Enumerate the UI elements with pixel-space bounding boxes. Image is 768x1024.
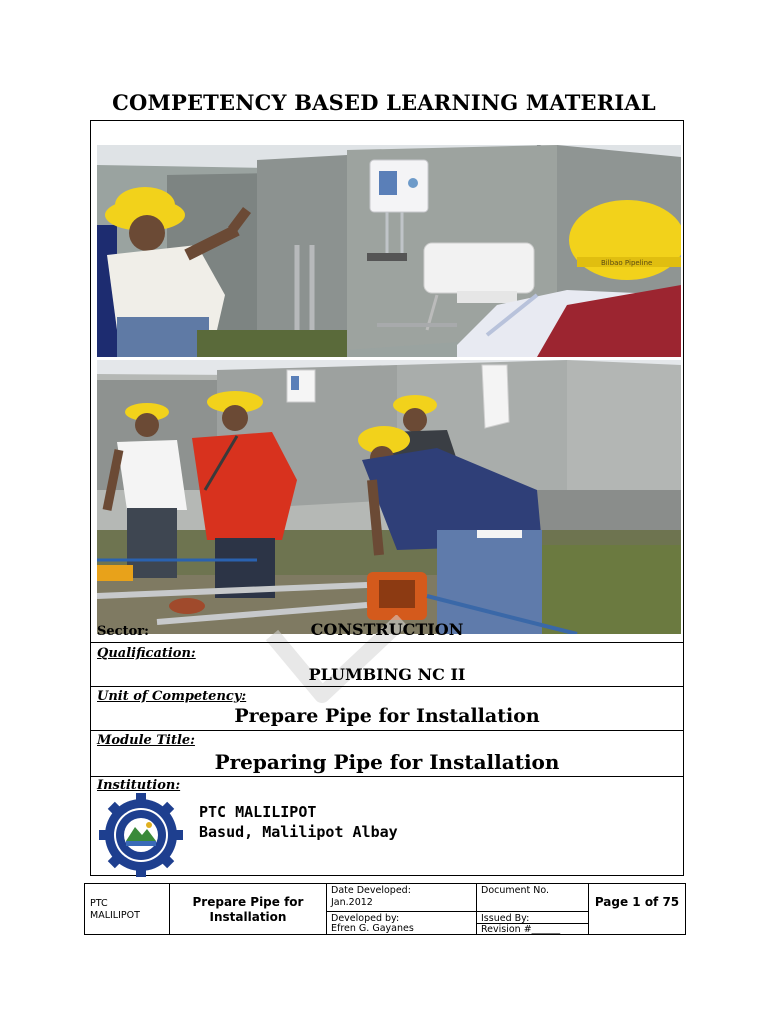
document-no-label: Document No. <box>481 885 550 896</box>
developed-by-label: Developed by: <box>331 913 400 924</box>
footer-title-line2: Installation <box>209 910 287 924</box>
footer-page-cell <box>589 884 685 934</box>
institution-logo <box>99 793 183 877</box>
revision-label: Revision #______ <box>481 924 561 935</box>
sector-label: Sector: <box>97 624 149 639</box>
qualification-value: PLUMBING NC II <box>308 665 466 684</box>
date-developed-value: Jan.2012 <box>331 897 373 908</box>
module-value: Preparing Pipe for Installation <box>214 750 560 774</box>
page-number: Page 1 of 75 <box>594 895 680 909</box>
sector-value: CONSTRUCTION <box>310 620 464 639</box>
footer-divider <box>477 911 588 912</box>
footer-org-cell <box>85 884 170 934</box>
institution-label: Institution: <box>97 778 181 793</box>
photo-trainees-pipe-threading <box>97 360 681 634</box>
footer-divider <box>327 911 476 912</box>
footer-title-cell <box>170 884 327 934</box>
footer-org-line2: MALILIPOT <box>90 910 140 921</box>
unit-label: Unit of Competency: <box>97 689 247 704</box>
institution-row <box>91 776 683 876</box>
module-label: Module Title: <box>97 733 195 748</box>
sector-row <box>91 616 683 642</box>
footer-title-line1: Prepare Pipe for <box>192 895 304 909</box>
unit-of-competency-row <box>91 686 683 731</box>
issued-by-label: Issued By: <box>481 913 530 924</box>
date-developed-label: Date Developed: <box>331 885 411 896</box>
photo-plumbing-workstation-closeup <box>97 145 681 357</box>
helmet-label-text: Bilbao Pipeline <box>601 259 653 267</box>
footer-org-line1: PTC <box>90 898 108 909</box>
gear-seal-logo-icon <box>99 793 183 877</box>
module-title-row <box>91 730 683 777</box>
document-footer-table <box>84 883 686 935</box>
unit-value: Prepare Pipe for Installation <box>234 705 540 727</box>
institution-address: Basud, Malilipot Albay <box>199 823 398 841</box>
institution-name: PTC MALILIPOT <box>199 803 317 821</box>
qualification-row <box>91 642 683 687</box>
developed-by-value: Efren G. Gayanes <box>331 923 414 934</box>
footer-document-cell <box>477 884 589 934</box>
footer-developed-cell <box>327 884 477 934</box>
qualification-label: Qualification: <box>97 646 196 661</box>
page-title: COMPETENCY BASED LEARNING MATERIAL <box>112 90 656 115</box>
